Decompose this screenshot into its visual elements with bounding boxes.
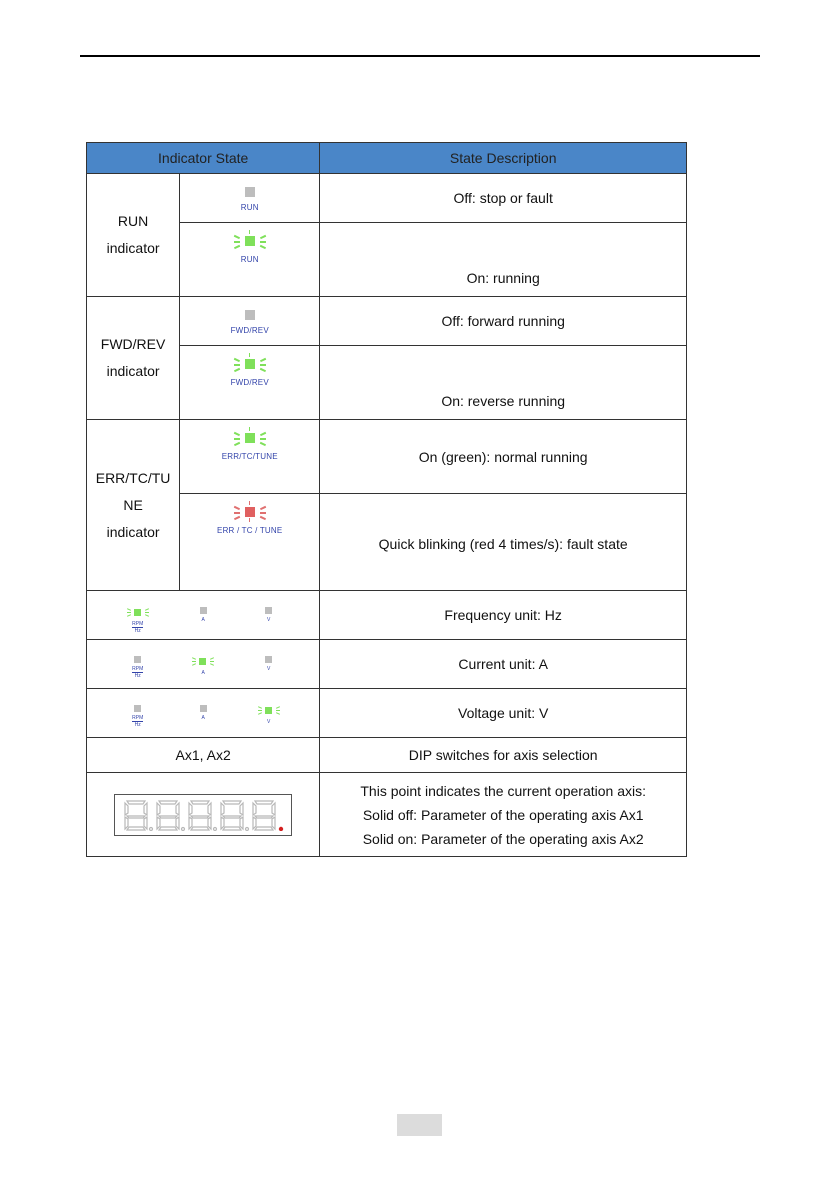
axis-label: Ax1, Ax2 — [87, 738, 320, 773]
unit-hz-desc: Frequency unit: Hz — [320, 591, 687, 640]
unit-a-desc: Current unit: A — [320, 640, 687, 689]
led-green-icon — [234, 430, 266, 446]
table-header-row — [87, 143, 687, 174]
led-green-icon — [258, 705, 280, 716]
fwd-on-desc: On: reverse running — [320, 346, 687, 420]
unit-v-cell: $\frac{\text{RPM}}{Hz}$ A V — [87, 689, 320, 738]
fwd-indicator-group: FWD/REV indicator — [87, 297, 180, 420]
led-off-icon — [245, 187, 255, 197]
axis-dot-icon — [279, 827, 283, 831]
fwd-off-cell: FWD/REV — [180, 297, 320, 346]
indicator-table — [86, 142, 687, 857]
led-off-icon — [245, 310, 255, 320]
seven-segment-digits — [121, 799, 287, 831]
axis-desc: DIP switches for axis selection — [320, 738, 687, 773]
run-indicator-group: RUN indicator — [87, 174, 180, 297]
led-off-icon — [200, 607, 207, 614]
fwd-on-cell: FWD/REV — [180, 346, 320, 420]
err-green-cell: ERR/TC/TUNE — [180, 420, 320, 494]
led-off-icon — [134, 656, 141, 663]
table-row — [87, 297, 687, 346]
led-off-icon — [134, 705, 141, 712]
header-rule — [80, 55, 760, 57]
run-off-desc: Off: stop or fault — [320, 174, 687, 223]
seven-segment-display-icon — [114, 794, 292, 836]
table-row — [87, 420, 687, 494]
err-green-desc: On (green): normal running — [320, 420, 687, 494]
led-green-icon — [192, 656, 214, 667]
table-row — [87, 689, 687, 738]
led-green-icon — [234, 233, 266, 249]
table-row — [87, 773, 687, 857]
display-cell — [87, 773, 320, 857]
run-on-cell: RUN — [180, 223, 320, 297]
run-off-cell: RUN — [180, 174, 320, 223]
err-indicator-group: ERR/TC/TU NE indicator — [87, 420, 180, 591]
header-state-description: State Description — [320, 143, 687, 174]
err-red-desc: Quick blinking (red 4 times/s): fault state — [320, 494, 687, 591]
fwd-off-desc: Off: forward running — [320, 297, 687, 346]
page-number-box — [397, 1114, 442, 1136]
unit-a-cell: $\frac{\text{RPM}}{Hz}$ A V — [87, 640, 320, 689]
run-on-desc: On: running — [320, 223, 687, 297]
err-red-cell: ERR / TC / TUNE — [180, 494, 320, 591]
table-row — [87, 738, 687, 773]
table-row — [87, 591, 687, 640]
led-green-icon — [127, 607, 149, 618]
table-row — [87, 174, 687, 223]
led-green-icon — [234, 356, 266, 372]
display-desc: This point indicates the current operation axis: Solid off: Parameter of the operating axis Ax1 Solid on: Parameter of the operating axis Ax2 — [320, 773, 687, 857]
led-off-icon — [265, 656, 272, 663]
header-indicator-state: Indicator State — [87, 143, 320, 174]
led-red-icon — [234, 504, 266, 520]
unit-hz-cell: $\frac{\text{RPM}}{Hz}$ A V — [87, 591, 320, 640]
led-off-icon — [200, 705, 207, 712]
unit-v-desc: Voltage unit: V — [320, 689, 687, 738]
led-off-icon — [265, 607, 272, 614]
table-row — [87, 640, 687, 689]
